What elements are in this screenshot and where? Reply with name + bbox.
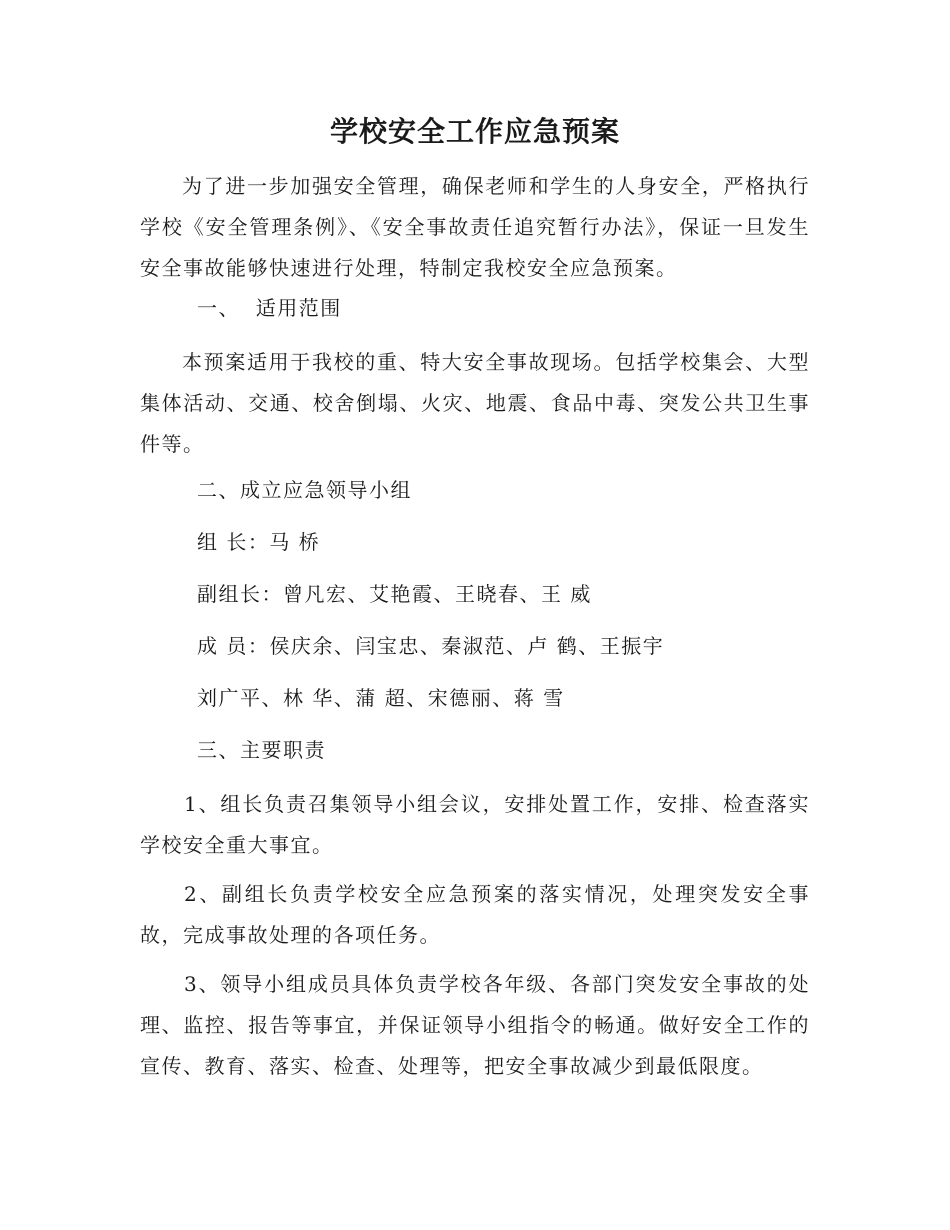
deputies-line: 副组长：曾凡宏、艾艳霞、王晓春、王 威 (197, 582, 592, 606)
section-heading-leadership: 二、成立应急领导小组 (197, 478, 412, 502)
scope-paragraph: 本预案适用于我校的重、特大安全事故现场。包括学校集会、大型集体活动、交通、校舍倒塌、火灾、地震、食品中毒、突发公共卫生事件等。 (140, 350, 810, 456)
duty-item-1: 1、组长负责召集领导小组会议，安排处置工作，安排、检查落实学校安全重大事宜。 (140, 792, 810, 857)
members-line-1: 成 员：侯庆余、闫宝忠、秦淑范、卢 鹤、王振宇 (197, 634, 665, 658)
section-heading-duties: 三、主要职责 (197, 738, 326, 762)
members-line-2: 刘广平、林 华、蒲 超、宋德丽、蒋 雪 (197, 686, 565, 710)
document-title: 学校安全工作应急预案 (329, 115, 620, 148)
section-heading-scope: 一、 适用范围 (197, 296, 342, 320)
leader-line: 组 长：马 桥 (197, 530, 321, 554)
intro-paragraph: 为了进一步加强安全管理，确保老师和学生的人身安全，严格执行学校《安全管理条例》、《安全事故责任追究暂行办法》，保证一旦发生安全事故能够快速进行处理，特制定我校安全应急预案。 (140, 174, 810, 280)
duty-item-3: 3、领导小组成员具体负责学校各年级、各部门突发安全事故的处理、监控、报告等事宜，并保证领导小组指令的畅通。做好安全工作的宣传、教育、落实、检查、处理等，把安全事故减少到最低限度。 (140, 972, 810, 1078)
duty-item-2: 2、副组长负责学校安全应急预案的落实情况，处理突发安全事故，完成事故处理的各项任务。 (140, 882, 810, 947)
